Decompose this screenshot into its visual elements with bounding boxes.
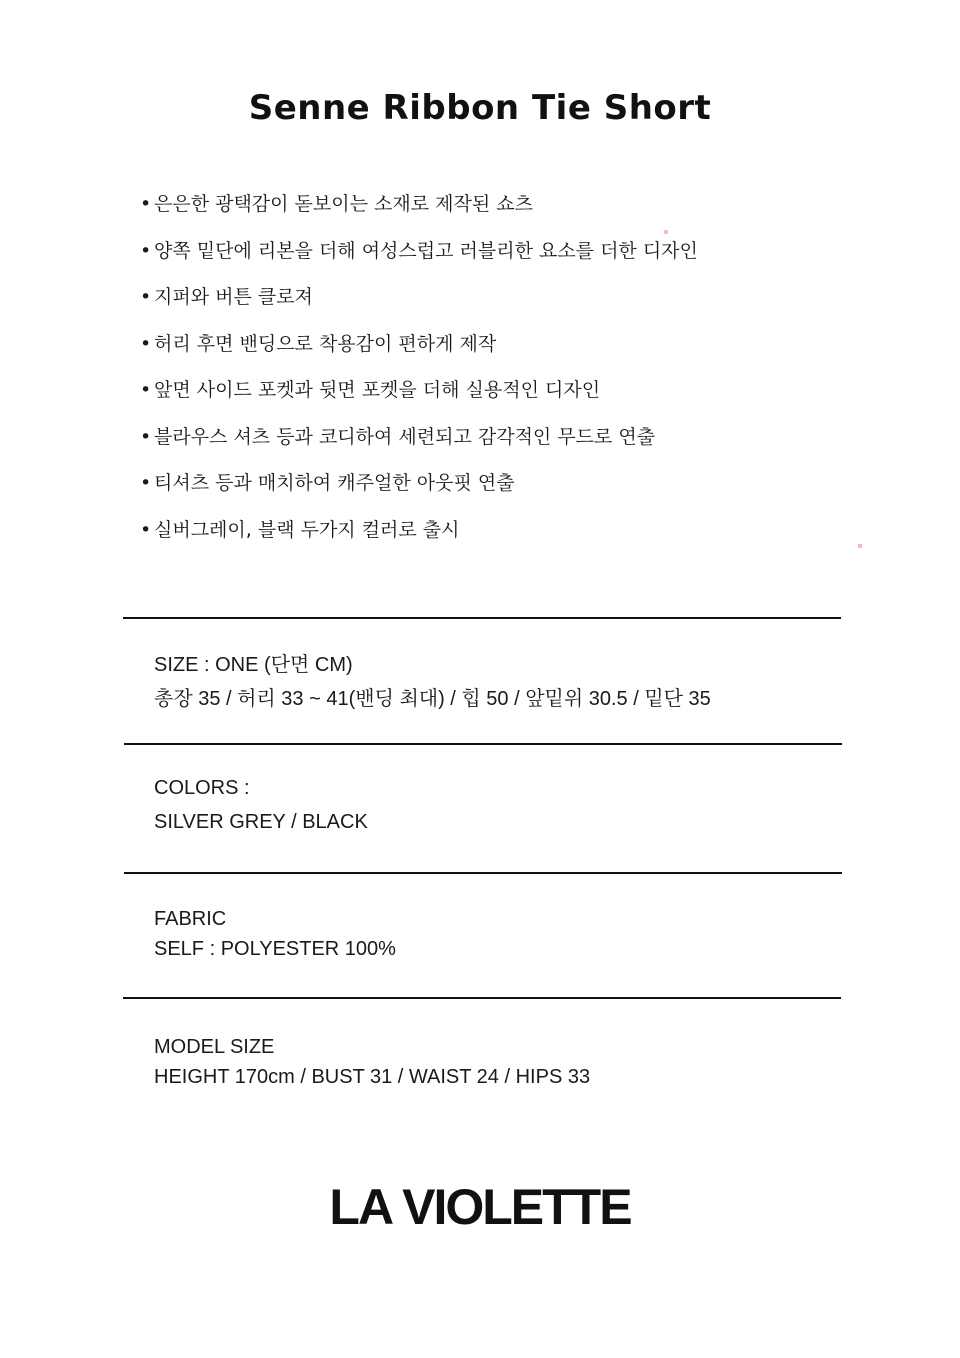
size-detail: 총장 35 / 허리 33 ~ 41(밴딩 최대) / 힙 50 / 앞밑위 30.5 / 밑단 35	[154, 688, 711, 710]
bullet-icon: •	[140, 286, 152, 308]
divider	[123, 617, 841, 619]
bullet-icon: •	[140, 332, 152, 355]
feature-item	[140, 190, 698, 237]
divider	[124, 743, 842, 745]
feature-text: 티셔츠 등과 매치하여 캐주얼한 아웃핏 연출	[154, 472, 515, 494]
colors-detail: SILVER GREY / BLACK	[154, 811, 368, 833]
fabric-detail: SELF : POLYESTER 100%	[154, 938, 396, 960]
feature-list	[140, 190, 698, 562]
product-title: Senne Ribbon Tie Short	[248, 88, 712, 128]
model-section	[154, 1032, 590, 1092]
feature-text: 양쪽 밑단에 리본을 더해 여성스럽고 러블리한 요소를 더한 디자인	[154, 239, 698, 262]
feature-text: 지퍼와 버튼 클로져	[154, 286, 313, 308]
feature-item	[140, 516, 698, 563]
bullet-icon: •	[140, 193, 152, 215]
bullet-icon: •	[140, 239, 152, 262]
feature-text: 앞면 사이드 포켓과 뒷면 포켓을 더해 실용적인 디자인	[154, 379, 601, 401]
feature-item	[140, 330, 698, 377]
size-heading: SIZE : ONE (단면 CM)	[154, 654, 353, 676]
feature-text: 허리 후면 밴딩으로 착용감이 편하게 제작	[154, 332, 497, 355]
feature-text: 실버그레이, 블랙 두가지 컬러로 출시	[154, 518, 460, 541]
colors-section	[154, 773, 368, 837]
feature-item	[140, 237, 698, 284]
model-detail: HEIGHT 170cm / BUST 31 / WAIST 24 / HIPS 33	[154, 1066, 591, 1088]
size-section	[154, 650, 711, 714]
brand-logo: LA VIOLETTE	[329, 1179, 631, 1235]
feature-item	[140, 283, 698, 330]
divider	[124, 872, 842, 874]
bullet-icon: •	[140, 518, 152, 541]
bullet-icon: •	[140, 379, 152, 401]
decorative-speck	[858, 544, 862, 548]
fabric-heading: FABRIC	[154, 908, 227, 930]
feature-item	[140, 469, 698, 516]
model-heading: MODEL SIZE	[154, 1036, 275, 1058]
feature-item	[140, 376, 698, 423]
feature-text: 은은한 광택감이 돋보이는 소재로 제작된 쇼츠	[154, 193, 533, 215]
bullet-icon: •	[140, 472, 152, 494]
divider	[123, 997, 841, 999]
colors-heading: COLORS :	[154, 777, 250, 799]
fabric-section	[154, 904, 396, 964]
feature-text: 블라우스 셔츠 등과 코디하여 세련되고 감각적인 무드로 연출	[154, 425, 656, 448]
decorative-speck	[664, 230, 668, 234]
bullet-icon: •	[140, 425, 152, 448]
feature-item	[140, 423, 698, 470]
